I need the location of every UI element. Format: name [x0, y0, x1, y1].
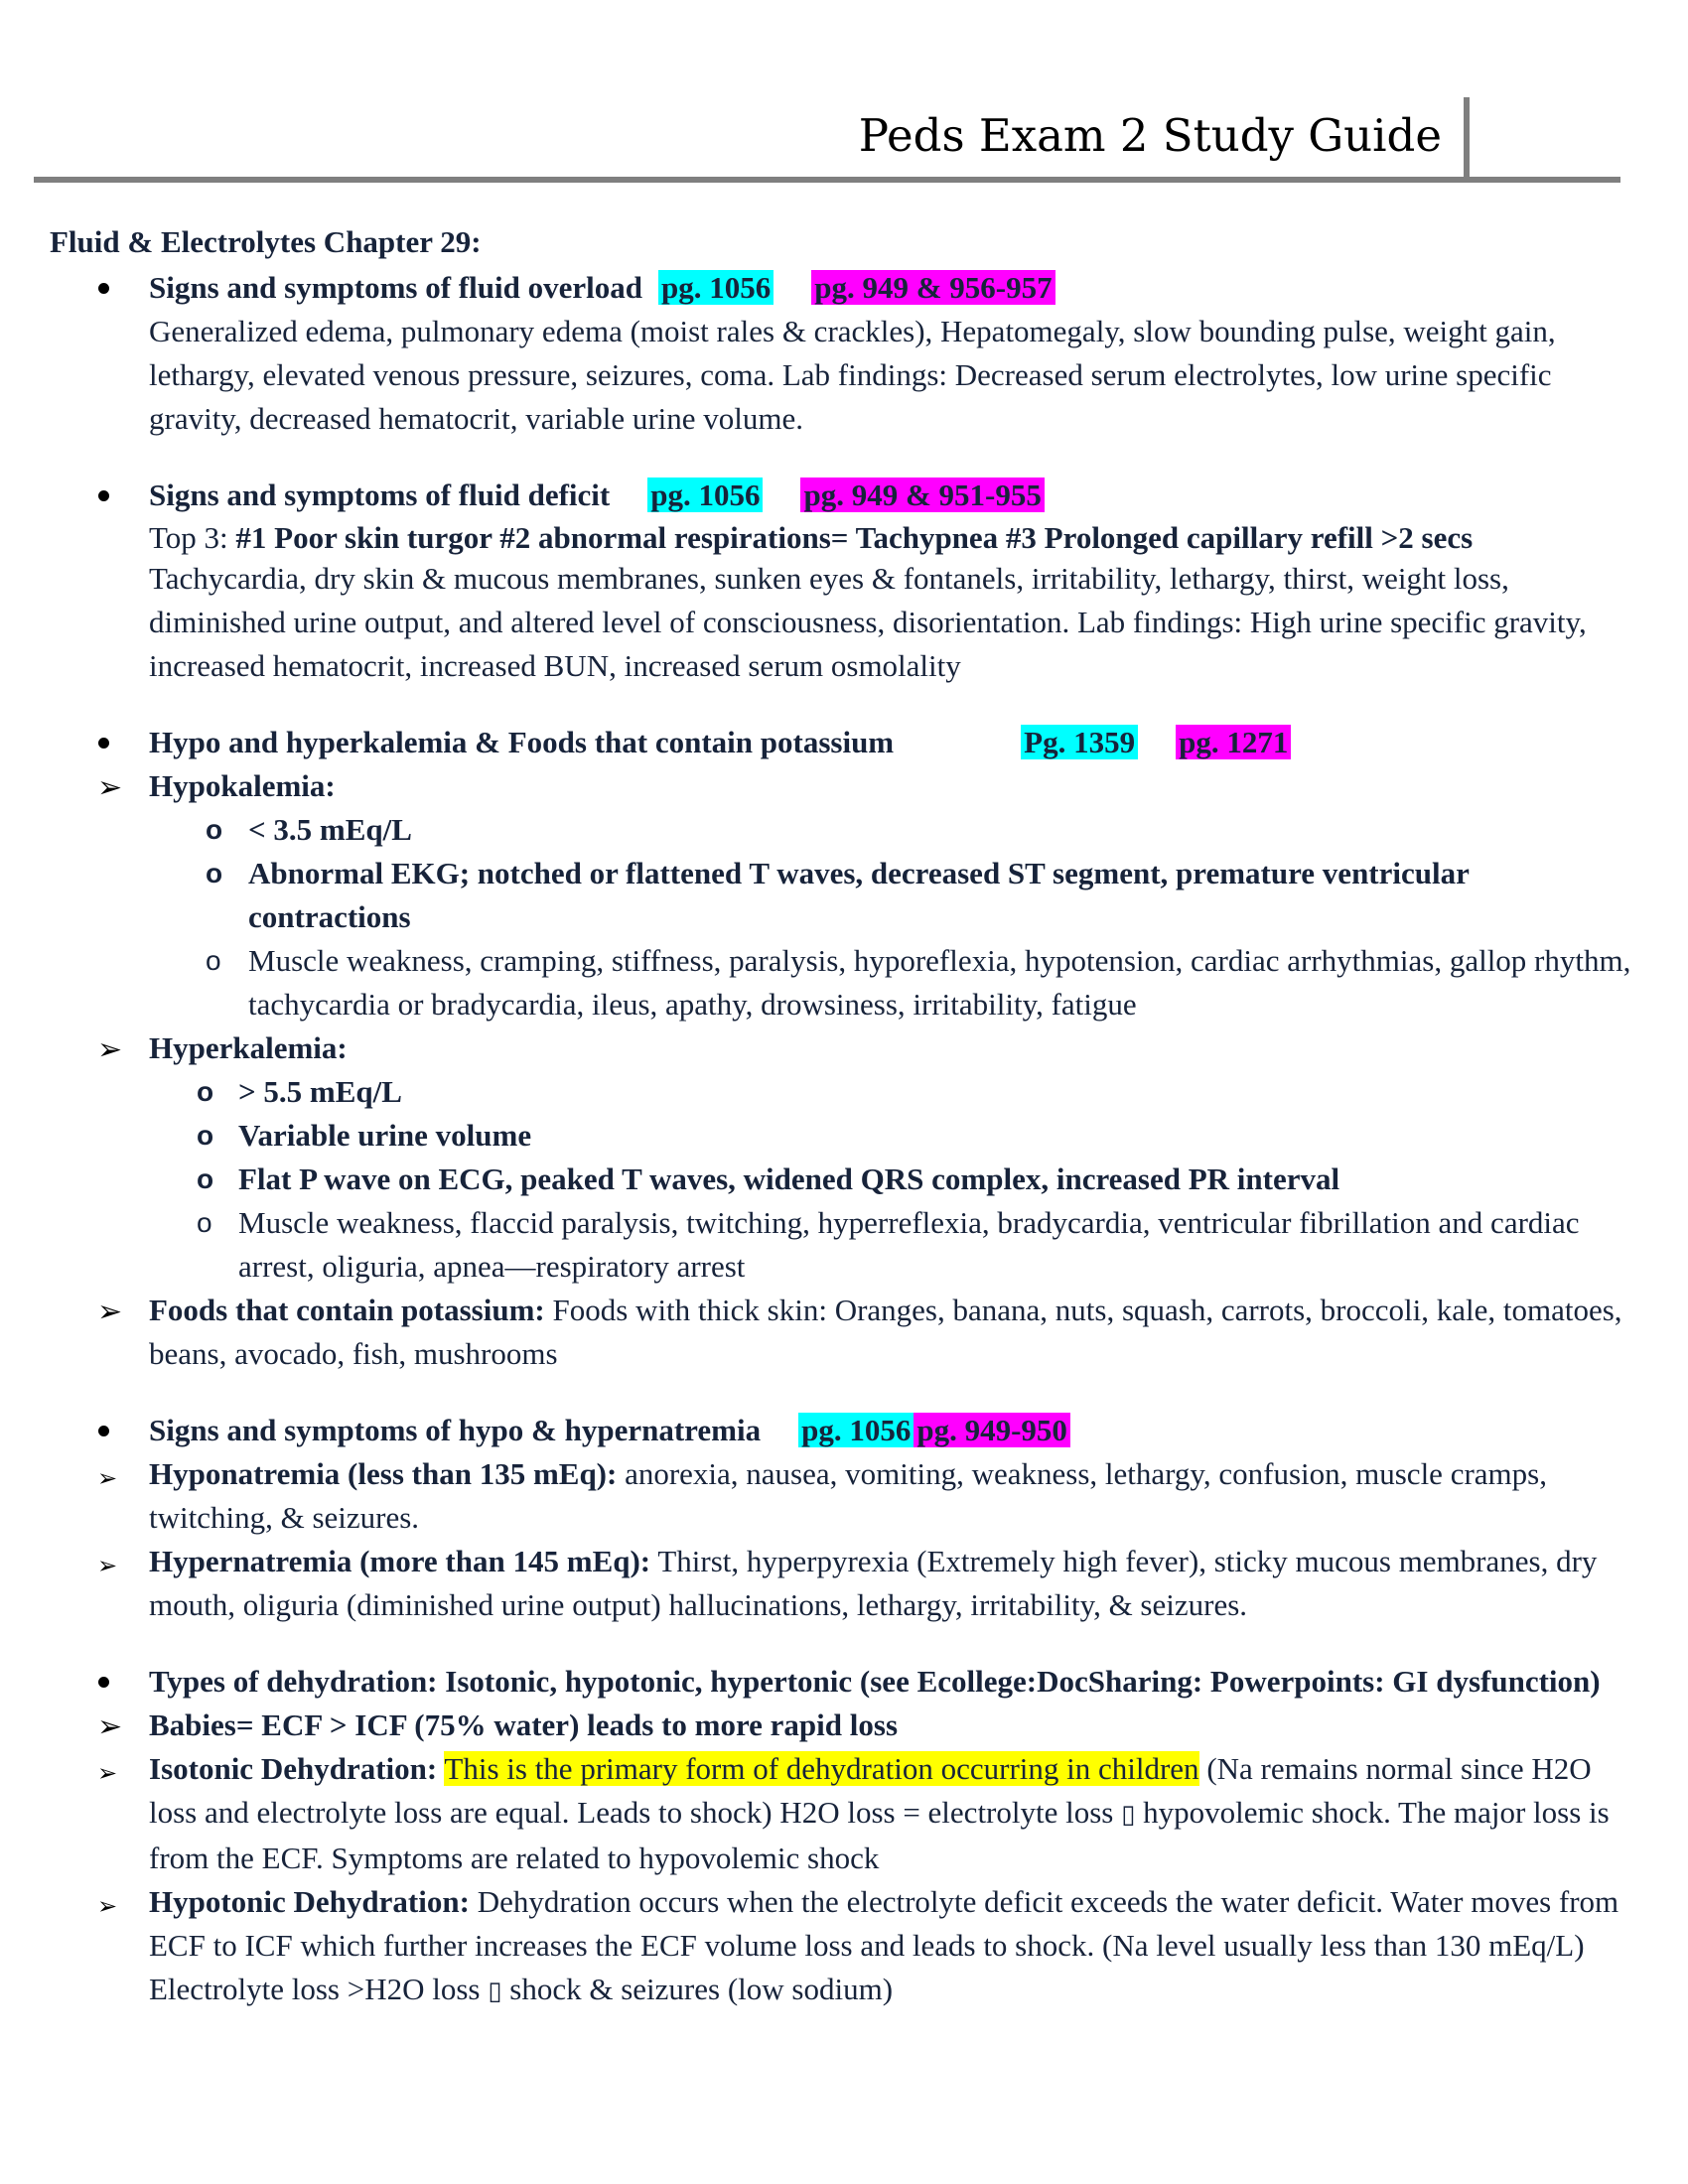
list-item: o Flat P wave on ECG, peaked T waves, widened QRS complex, increased PR interval	[50, 1158, 1638, 1201]
header-vertical-bar	[1464, 97, 1470, 179]
top3-text: #1 Poor skin turgor #2 abnormal respirations= Tachypnea #3 Prolonged capillary refill >2 secs	[235, 520, 1474, 555]
subsection-label: Hypotonic Dehydration:	[149, 1884, 470, 1919]
subsection-label: Hyperkalemia:	[149, 1030, 348, 1065]
circle-bullet-icon: o	[206, 858, 223, 888]
page-ref-tag: Pg. 1359	[1021, 725, 1138, 759]
circle-bullet-icon: o	[206, 814, 223, 845]
section-dehydration	[50, 1660, 1638, 2013]
subsection-foods: ➢ Foods that contain potassium: Foods with thick skin: Oranges, banana, nuts, squash, carrots, broccoli, kale, tomatoes, beans, avocado, fish, mushrooms	[97, 1293, 1622, 1371]
subsection-label: Hypokalemia:	[149, 768, 336, 803]
page-ref-tag: pg. 949 & 951-955	[800, 478, 1044, 512]
top3-label: Top 3:	[149, 520, 236, 555]
page-ref-tag: pg. 1056	[647, 478, 763, 512]
section-heading: Signs and symptoms of fluid deficit	[149, 478, 611, 512]
page-ref-tag: pg. 1056	[798, 1413, 914, 1447]
bullet-icon	[98, 1677, 109, 1688]
page-ref-tag: pg. 949-950	[914, 1413, 1070, 1447]
section-fluid-overload	[50, 266, 1638, 441]
arrow-bullet-icon: ➢	[97, 1759, 118, 1787]
subsection-hyperkalemia	[50, 1026, 1638, 1070]
list-item: o > 5.5 mEq/L	[50, 1070, 1638, 1114]
section-heading: Types of dehydration: Isotonic, hypotonic, hypertonic (see Ecollege:DocSharing: Powerpoints: GI dysfunction)	[149, 1664, 1601, 1699]
document-body	[50, 220, 1638, 2046]
section-natremia	[50, 1409, 1638, 1627]
circle-bullet-icon: o	[206, 945, 221, 976]
subsection-label: Foods that contain potassium:	[149, 1293, 545, 1327]
section-text: Generalized edema, pulmonary edema (moist rales & crackles), Hepatomegaly, slow bounding pulse, weight gain, lethargy, elevated venous pressure, seizures, coma. Lab findings: Decreased serum electrolytes, low urine specific gravity, decreased hematocrit, variable urine volume.	[149, 314, 1556, 436]
arrow-bullet-icon: ➢	[97, 1295, 123, 1329]
subsection-hypotonic: ➢ Hypotonic Dehydration: Dehydration occurs when the electrolyte deficit exceeds the water deficit. Water moves from ECF to ICF which further increases the ECF volume loss and leads to shock. (Na level usually less than 130 mEq/L) Electrolyte loss >H2O loss ▯ shock & seizures (low sodium)	[97, 1884, 1619, 2006]
list-item: o < 3.5 mEq/L	[50, 808, 1638, 852]
subsection-label: Hypernatremia (more than 145 mEq):	[149, 1544, 651, 1578]
header-rule	[34, 177, 1620, 183]
circle-bullet-icon: o	[197, 1207, 212, 1238]
subsection-babies: ➢ Babies= ECF > ICF (75% water) leads to more rapid loss	[50, 1704, 1638, 1747]
section-fluid-deficit	[50, 474, 1638, 688]
arrow-bullet-icon: ➢	[97, 1552, 118, 1579]
list-item: o Muscle weakness, cramping, stiffness, paralysis, hyporeflexia, hypotension, cardiac arrhythmias, gallop rhythm, tachycardia or bradycardia, ileus, apathy, drowsiness, irritability, fatigue	[50, 939, 1638, 1026]
arrow-bullet-icon: ➢	[97, 1709, 123, 1744]
page-ref-tag: pg. 949 & 956-957	[811, 270, 1055, 305]
highlighted-text: This is the primary form of dehydration occurring in children	[444, 1751, 1199, 1786]
page-header	[34, 97, 1620, 183]
missing-glyph-icon: ▯	[1121, 1800, 1136, 1830]
subsection-hypokalemia	[50, 764, 1638, 808]
bullet-icon	[98, 490, 109, 501]
arrow-bullet-icon: ➢	[97, 770, 123, 805]
circle-bullet-icon: o	[197, 1076, 214, 1107]
bullet-icon	[98, 283, 109, 294]
subsection-isotonic: ➢ Isotonic Dehydration: This is the primary form of dehydration occurring in children (Na remains normal since H2O loss and electrolyte loss are equal. Leads to shock) H2O loss = electrolyte loss ▯ hypovolemic shock. The major loss is from the ECF. Symptoms are related to hypovolemic shock	[97, 1751, 1610, 1875]
subsection-label: Hyponatremia (less than 135 mEq):	[149, 1456, 618, 1491]
page-title: Peds Exam 2 Study Guide	[858, 109, 1442, 162]
bullet-icon	[98, 1426, 109, 1436]
list-item: o Variable urine volume	[50, 1114, 1638, 1158]
arrow-bullet-icon: ➢	[97, 1892, 118, 1920]
subsection-label: Isotonic Dehydration:	[149, 1751, 438, 1786]
page-ref-tag: pg. 1271	[1176, 725, 1291, 759]
bullet-icon	[98, 738, 109, 749]
section-heading: Signs and symptoms of fluid overload	[149, 270, 642, 305]
subsection-hyponatremia: ➢ Hyponatremia (less than 135 mEq): anorexia, nausea, vomiting, weakness, lethargy, confusion, muscle cramps, twitching, & seizures.	[97, 1456, 1547, 1535]
section-potassium	[50, 721, 1638, 1376]
section-heading: Hypo and hyperkalemia & Foods that contain potassium	[149, 725, 895, 759]
page-ref-tag: pg. 1056	[658, 270, 774, 305]
chapter-heading: Fluid & Electrolytes Chapter 29:	[50, 224, 482, 259]
list-item: o Abnormal EKG; notched or flattened T waves, decreased ST segment, premature ventricular contractions	[50, 852, 1638, 939]
subsection-hypernatremia: ➢ Hypernatremia (more than 145 mEq): Thirst, hyperpyrexia (Extremely high fever), sticky mucous membranes, dry mouth, oliguria (diminished urine output) hallucinations, lethargy, irritability, & seizures.	[97, 1544, 1598, 1622]
list-item: o Muscle weakness, flaccid paralysis, twitching, hyperreflexia, bradycardia, ventricular fibrillation and cardiac arrest, oliguria, apnea—respiratory arrest	[50, 1201, 1638, 1289]
section-heading: Signs and symptoms of hypo & hypernatremia	[149, 1413, 762, 1447]
section-text: Tachycardia, dry skin & mucous membranes, sunken eyes & fontanels, irritability, lethargy, thirst, weight loss, diminished urine output, and altered level of consciousness, disorientation. Lab findings: High urine specific gravity, increased hematocrit, increased BUN, increased serum osmolality	[149, 561, 1587, 683]
circle-bullet-icon: o	[197, 1163, 214, 1194]
circle-bullet-icon: o	[197, 1120, 214, 1151]
arrow-bullet-icon: ➢	[97, 1464, 118, 1492]
missing-glyph-icon: ▯	[488, 1977, 502, 2006]
arrow-bullet-icon: ➢	[97, 1032, 123, 1067]
